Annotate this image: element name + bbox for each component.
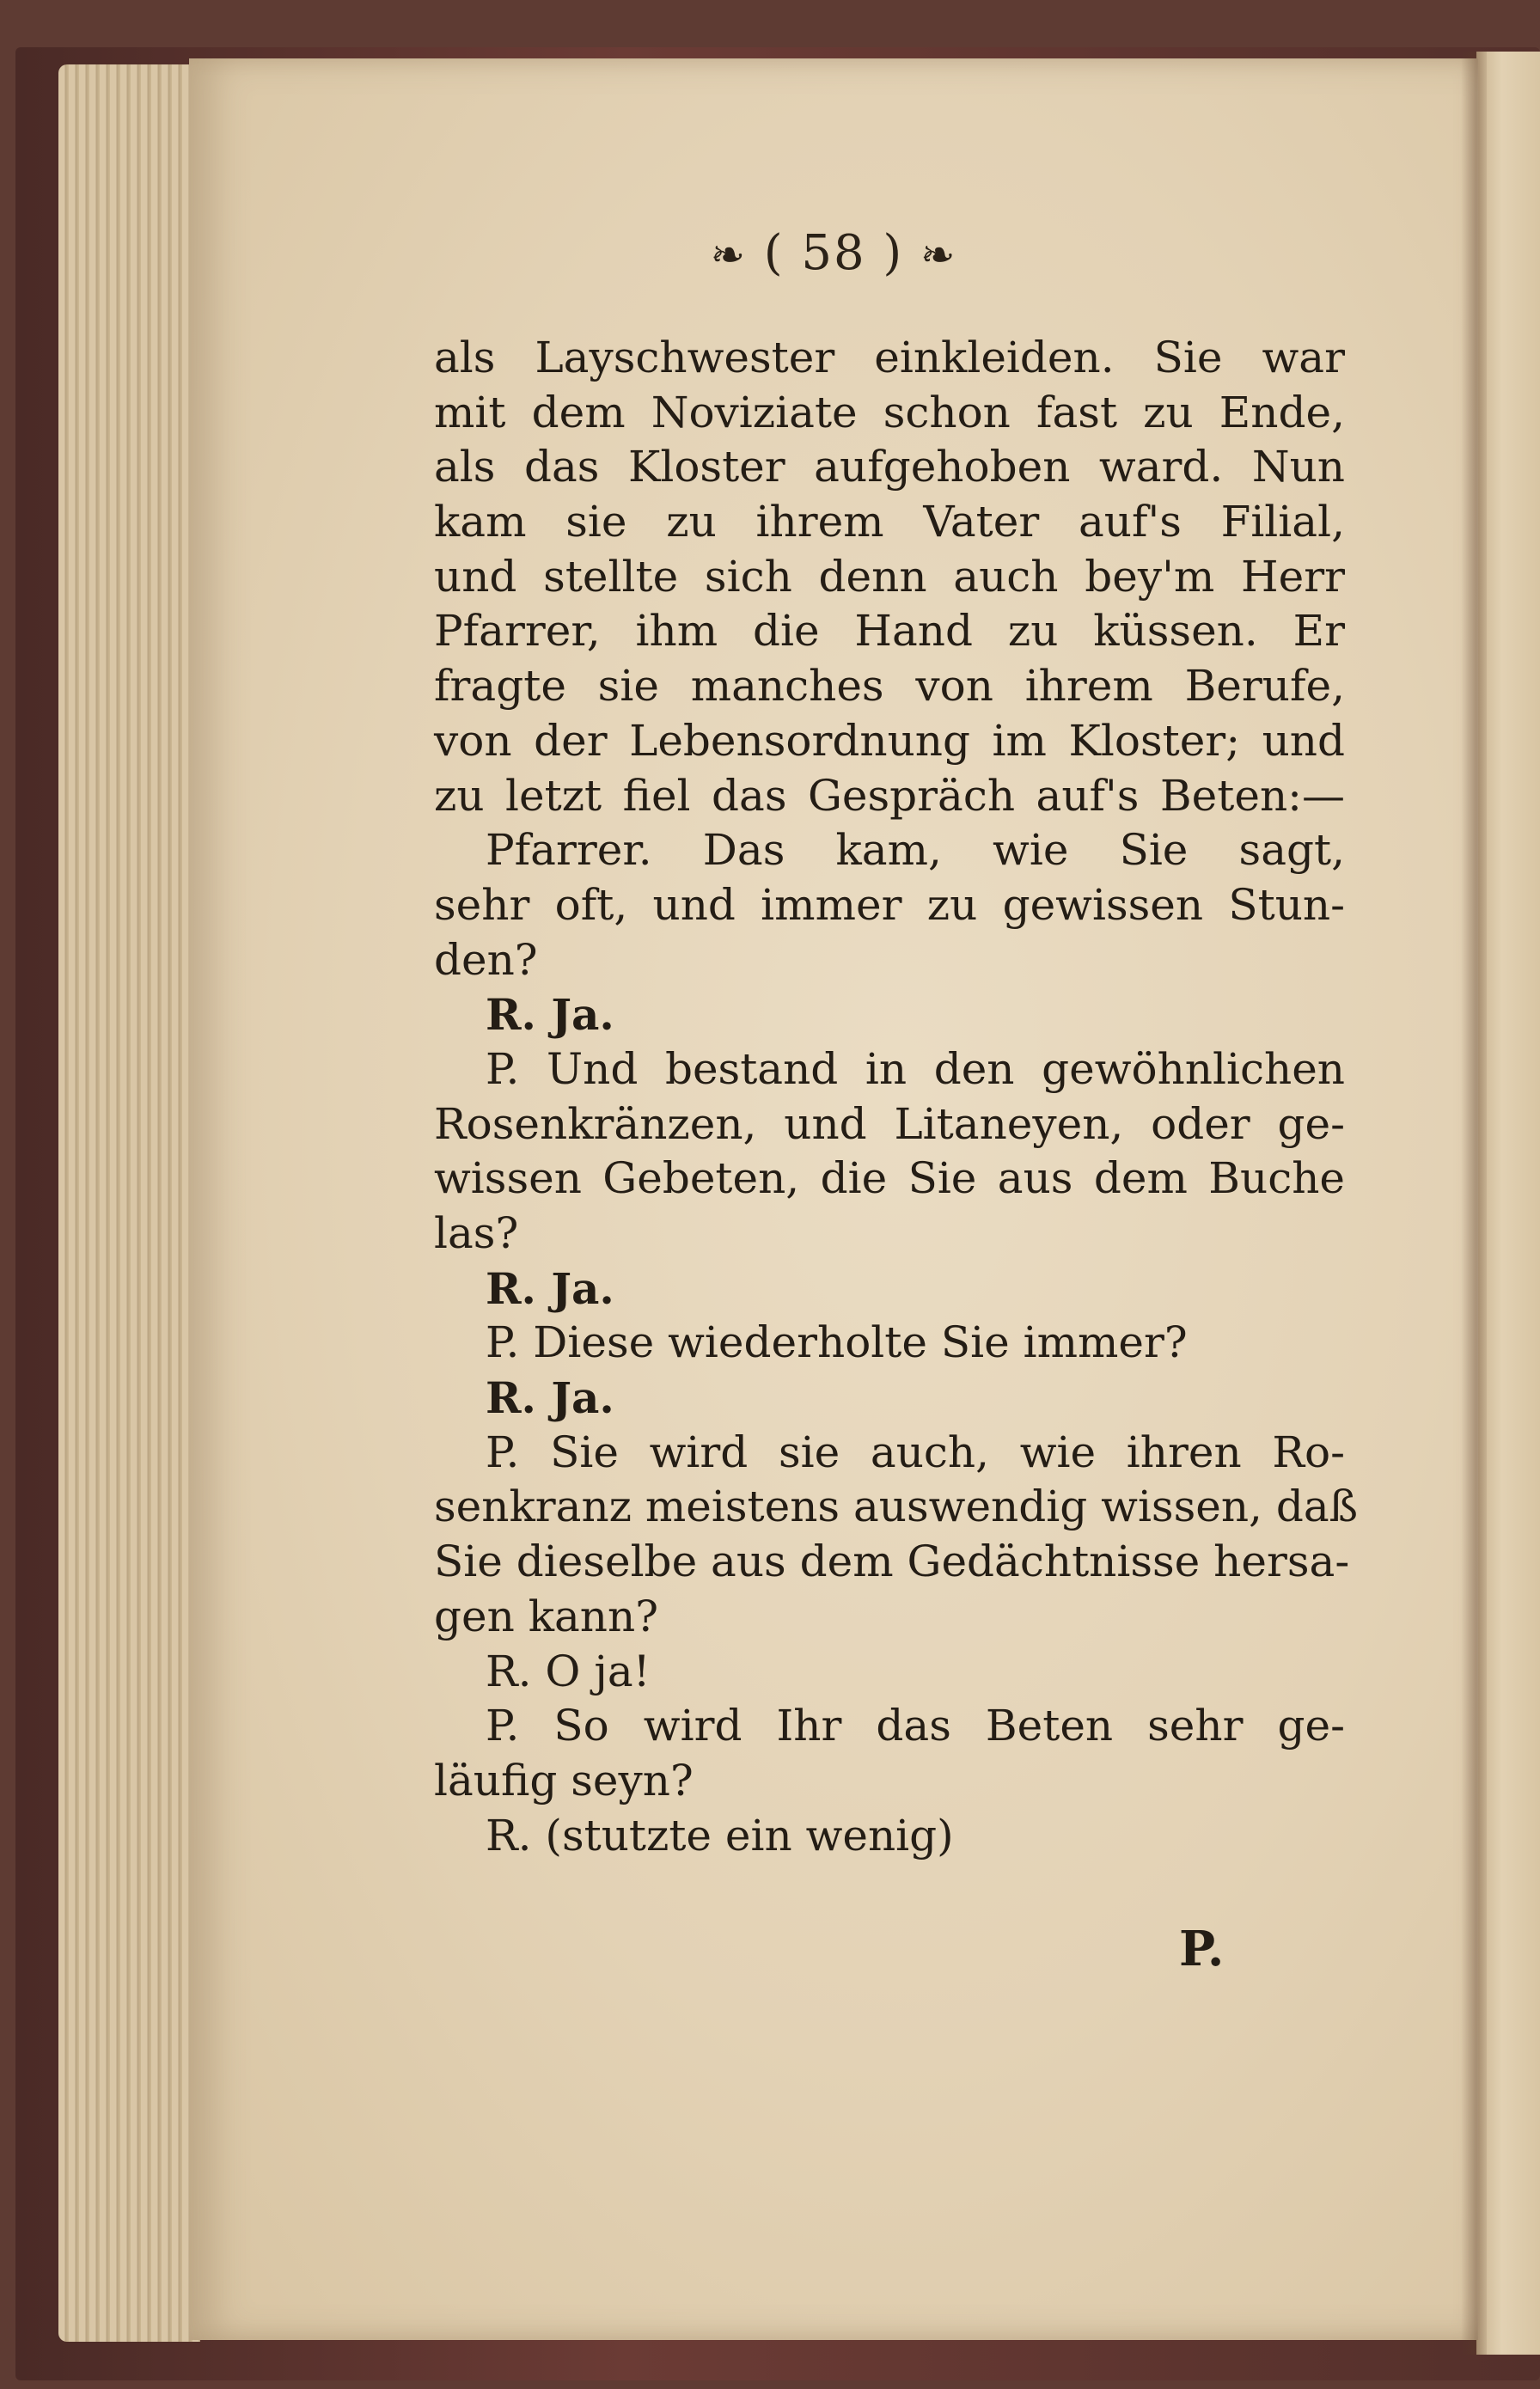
text-line: Sie dieselbe aus dem Gedächtnisse hersa- bbox=[434, 1537, 1350, 1587]
text-line: und stellte sich denn auch bey'm Herr bbox=[434, 551, 1345, 602]
text-line: Rosenkränzen, und Litaneyen, oder ge- bbox=[434, 1098, 1345, 1149]
spine-shadow bbox=[1461, 52, 1487, 2355]
text-line: als das Kloster aufgehoben ward. Nun bbox=[434, 442, 1345, 492]
text-line: kam sie zu ihrem Vater auf's Filial, bbox=[434, 497, 1345, 547]
text-line: den? bbox=[434, 934, 538, 985]
ornament-right-icon: ❧ bbox=[920, 231, 957, 279]
page-edges bbox=[58, 64, 200, 2342]
text-line: las? bbox=[434, 1208, 519, 1258]
text-line: Pfarrer, ihm die Hand zu küssen. Er bbox=[434, 606, 1345, 657]
text-line: Pfarrer. Das kam, wie Sie sagt, bbox=[486, 825, 1345, 876]
text-line: läufig seyn? bbox=[434, 1755, 694, 1805]
body-text bbox=[434, 331, 1359, 1863]
text-line: P. Sie wird sie auch, wie ihren Ro- bbox=[486, 1427, 1345, 1477]
text-line: R. Ja. bbox=[486, 989, 614, 1041]
text-line: P. Diese wiederholte Sie immer? bbox=[486, 1317, 1188, 1368]
text-line: von der Lebensordnung im Kloster; und bbox=[434, 715, 1345, 766]
text-line: P. Und bestand in den gewöhnlichen bbox=[486, 1043, 1345, 1094]
page-number: ( 58 ) bbox=[763, 225, 904, 281]
catchword: P. bbox=[1179, 1921, 1225, 1977]
ornament-left-icon: ❧ bbox=[710, 231, 747, 279]
page-header bbox=[189, 225, 1478, 281]
text-line: zu letzt fiel das Gespräch auf's Beten:— bbox=[434, 770, 1345, 821]
text-line: P. So wird Ihr das Beten sehr ge- bbox=[486, 1701, 1345, 1751]
text-line: R. O ja! bbox=[486, 1646, 651, 1696]
text-line: R. Ja. bbox=[486, 1262, 614, 1314]
text-line: gen kann? bbox=[434, 1591, 659, 1641]
text-line: R. Ja. bbox=[486, 1372, 614, 1424]
text-line: mit dem Noviziate schon fast zu Ende, bbox=[434, 387, 1345, 437]
text-line: wissen Gebeten, die Sie aus dem Buche bbox=[434, 1153, 1345, 1204]
text-line: sehr oft, und immer zu gewissen Stun- bbox=[434, 879, 1345, 930]
text-line: fragte sie manches von ihrem Berufe, bbox=[434, 661, 1345, 712]
text-line: R. (stutzte ein wenig) bbox=[486, 1810, 954, 1860]
text-line: senkranz meistens auswendig wissen, daß bbox=[434, 1482, 1359, 1532]
text-line: als Layschwester einkleiden. Sie war bbox=[434, 333, 1345, 382]
